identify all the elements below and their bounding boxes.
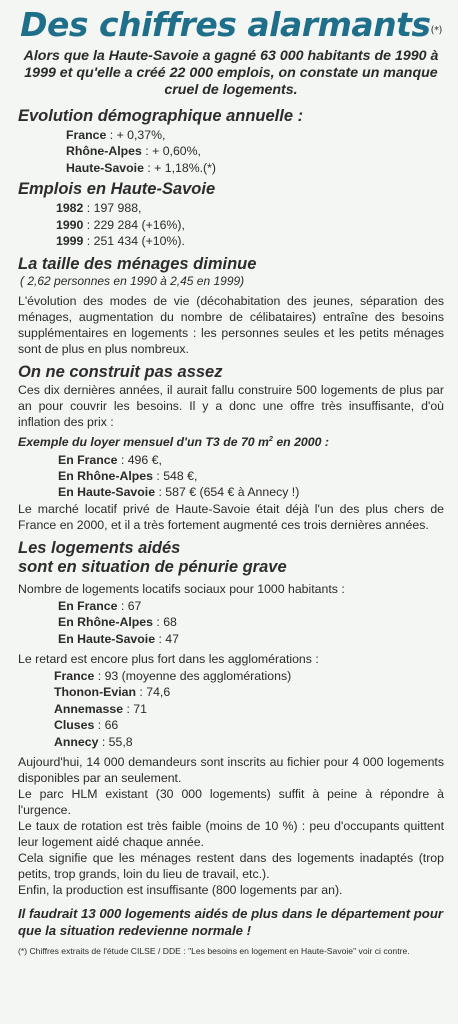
- list-item: 1982 : 197 988,: [56, 201, 142, 216]
- list-item: 1999 : 251 434 (+10%).: [56, 234, 185, 249]
- agglomerations-list: [18, 668, 444, 750]
- list-item: En Haute-Savoie : 587 € (654 € à Annecy !): [58, 485, 300, 500]
- heading-construction: On ne construit pas assez: [18, 363, 223, 382]
- demandeurs-paragraph: Aujourd'hui, 14 000 demandeurs sont inscrits au fichier pour 4 000 logements disponibles par an seulement.: [18, 755, 444, 785]
- list-item: En France : 67: [58, 598, 142, 613]
- list-item: En France : 496 €,: [58, 452, 162, 467]
- footnote: (*) Chiffres extraits de l'étude CILSE / DDE : "Les besoins en logement en Haute-Savoie" voir ci contre.: [18, 946, 410, 956]
- list-item: Cluses : 66: [54, 718, 119, 733]
- production-paragraph: Enfin, la production est insuffisante (800 logements par an).: [18, 883, 343, 897]
- inadaptes-paragraph: Cela signifie que les ménages restent dans des logements inadaptés (trop petits, trop grands, loin du lieu de travail, etc.).: [18, 851, 444, 881]
- list-item: En Haute-Savoie : 47: [58, 631, 179, 646]
- demographie-list: [18, 127, 444, 176]
- construction-paragraph: Ces dix dernières années, il aurait fallu construire 500 logements de plus par an pour couvrir les besoins. Il y a donc une offre très insuffisante, d'où inflation des prix :: [18, 383, 444, 430]
- heading-aides-line1: Les logements aidés: [18, 538, 181, 557]
- title-footnote-marker: (*): [430, 25, 442, 36]
- logements-sociaux-intro: Nombre de logements locatifs sociaux pour 1000 habitants :: [18, 581, 345, 596]
- list-item: En Rhône-Alpes : 548 €,: [58, 468, 198, 483]
- list-item: 1990 : 229 284 (+16%),: [56, 217, 185, 232]
- list-item: Annemasse : 71: [54, 701, 147, 716]
- retard-paragraph: Le retard est encore plus fort dans les agglomérations :: [18, 651, 319, 666]
- logements-sociaux-list: [18, 598, 444, 647]
- marche-locatif-paragraph: Le marché locatif privé de Haute-Savoie était déjà l'un des plus chers de France en 2000, et il a très fortement augmenté ces trois dernières années.: [18, 501, 444, 532]
- list-item: France : 93 (moyenne des agglomérations): [54, 668, 292, 683]
- list-item: Thonon-Evian : 74,6: [54, 685, 171, 700]
- list-item: En Rhône-Alpes : 68: [58, 615, 177, 630]
- heading-demographie: Evolution démographique annuelle :: [18, 107, 304, 125]
- list-item: Haute-Savoie : + 1,18%.(*): [66, 160, 217, 175]
- parc-hlm-paragraph: Le parc HLM existant (30 000 logements) suffit à peine à répondre à l'urgence.: [18, 787, 444, 817]
- list-item: France : + 0,37%,: [66, 128, 166, 142]
- heading-aides-line2: sont en situation de pénurie grave: [18, 557, 287, 576]
- list-item: Rhône-Alpes : + 0,60%,: [66, 144, 201, 159]
- conclusion: Il faudrait 13 000 logements aidés de plus dans le département pour que la situation redevienne normale !: [18, 906, 444, 938]
- list-item: Annecy : 55,8: [54, 734, 133, 749]
- menages-subtitle: ( 2,62 personnes en 1990 à 2,45 en 1999): [20, 274, 245, 289]
- loyer-example-heading: Exemple du loyer mensuel d'un T3 de 70 $m^2$ en 2000 :: [18, 435, 329, 450]
- menages-paragraph: L'évolution des modes de vie (décohabitation des jeunes, séparation des ménages, augmentation du nombre de célibataires) entraîne des besoins supplémentaires en logements : les personnes seules et les petits ménages sont de plus en plus nombreux.: [18, 294, 444, 357]
- heading-emplois: Emplois en Haute-Savoie: [18, 180, 216, 199]
- title-text: Des chiffres alarmants: [20, 5, 431, 44]
- intro-paragraph: Alors que la Haute-Savoie a gagné 63 000 habitants de 1990 à 1999 et qu'elle a créé 22 000 emplois, on constate un manque cruel de logements.: [23, 48, 439, 98]
- loyer-list: [18, 452, 444, 501]
- heading-menages: La taille des ménages diminue: [18, 255, 257, 274]
- page-title: [18, 6, 444, 44]
- emplois-list: [18, 200, 444, 249]
- rotation-paragraph: Le taux de rotation est très faible (moins de 10 %) : peu d'occupants quittent leur logement aidé chaque année.: [18, 819, 444, 849]
